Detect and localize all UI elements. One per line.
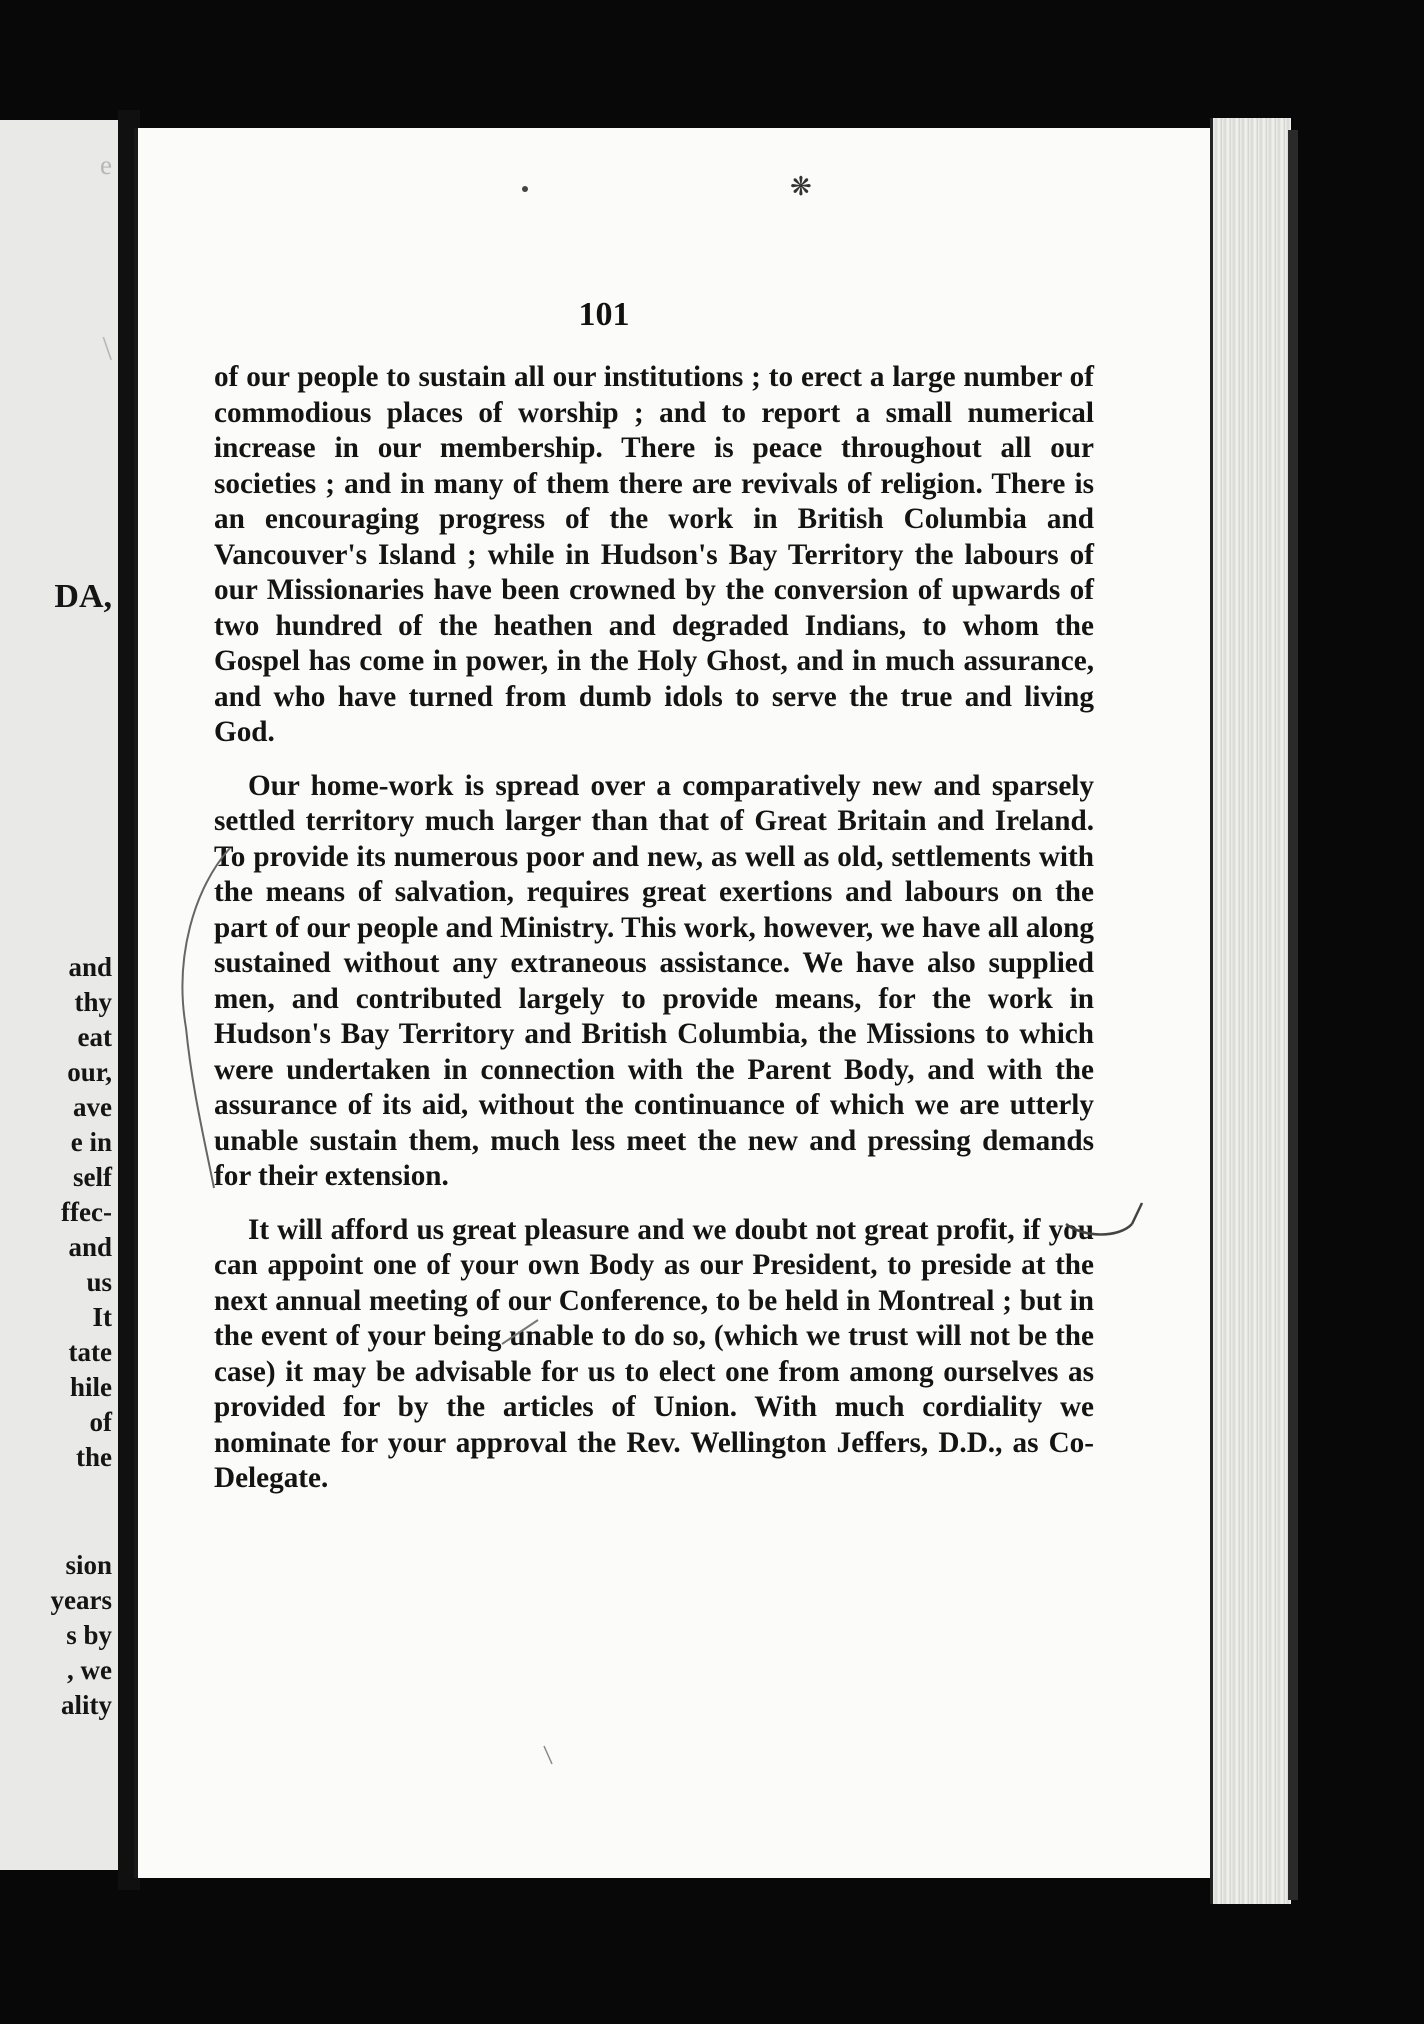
facing-line-fragment: sion [65, 1550, 112, 1580]
facing-line-fragment: , we [67, 1655, 112, 1685]
facing-line-fragment: our, [67, 1057, 112, 1087]
facing-line-fragment: years [50, 1585, 112, 1615]
facing-line-fragment: and [68, 952, 112, 982]
facing-line-fragment: hile [69, 1372, 112, 1402]
page-number: 101 [578, 296, 630, 333]
facing-page-fragment [0, 120, 118, 1870]
document-page [134, 128, 1210, 1878]
page-stack-shadow [1288, 130, 1298, 1900]
facing-line-fragment: ffec- [61, 1197, 112, 1227]
facing-line-fragment: e in [70, 1127, 112, 1157]
facing-line-fragment: ave [73, 1092, 112, 1122]
paragraph: Our home-work is spread over a comparatively new and sparsely settled territory much larger than that of Great Britain and Ireland. To provide its numerous poor and new, as well as old, settlements with the means of salvation, requires great exertions and labours on the part of our people and Ministry. This work, however, we have all along sustained without any extraneous assistance. We have also supplied men, and contributed largely to provide means, for the work in Hudson's Bay Territory and British Columbia, the Missions to which were undertaken in connection with the Parent Body, and with the assurance of its aid, without the continuance of which we are utterly unable sustain them, much less meet the new and pressing demands for their extension. [214, 769, 1094, 1192]
facing-line-fragment: thy [74, 987, 112, 1017]
facing-line-fragment: It [92, 1302, 112, 1332]
facing-line-fragment: tate [68, 1337, 112, 1367]
facing-line-fragment: the [76, 1442, 112, 1472]
bleed-through-text: e [100, 150, 112, 180]
facing-line-fragment: ality [61, 1690, 112, 1720]
ink-dot [522, 186, 528, 192]
facing-line-fragment: eat [77, 1022, 112, 1052]
body-text [214, 360, 1094, 1515]
facing-line-fragment: us [86, 1267, 112, 1297]
facing-heading-fragment: DA, [54, 578, 112, 615]
facing-line-fragment: and [68, 1232, 112, 1262]
bleed-through-text: \ [102, 330, 112, 367]
paragraph: of our people to sustain all our institutions ; to erect a large number of commodious places of worship ; and to report a small numerical increase in our membership. There is peace throughout all our societies ; and in many of them there are revivals of religion. There is an encouraging progress of the work in British Columbia and Vancouver's Island ; while in Hudson's Bay Territory the labours of our Missionaries have been crowned by the conversion of upwards of two hundred of the heathen and degraded Indians, to whom the Gospel has come in power, in the Holy Ghost, and in much assurance, and who have turned from dumb idols to serve the true and living God. [214, 361, 1094, 748]
facing-line-fragment: self [73, 1162, 112, 1192]
page-stack-edge [1210, 118, 1291, 1904]
ink-speck: ❋ [790, 172, 812, 202]
paragraph: It will afford us great pleasure and we doubt not great profit, if you can appoint one of your own Body as our President, to preside at the next annual meeting of our Conference, to be held in Montreal ; but in the event of your being unable to do so, (which we trust will not be the case) it may be advisable for us to elect one from among ourselves as provided for by the articles of Union. With much cordiality we nominate for your approval the Rev. Wellington Jeffers, D.D., as Co-Delegate. [214, 1213, 1094, 1494]
facing-line-fragment: s by [66, 1620, 112, 1650]
facing-line-fragment: of [89, 1407, 112, 1437]
